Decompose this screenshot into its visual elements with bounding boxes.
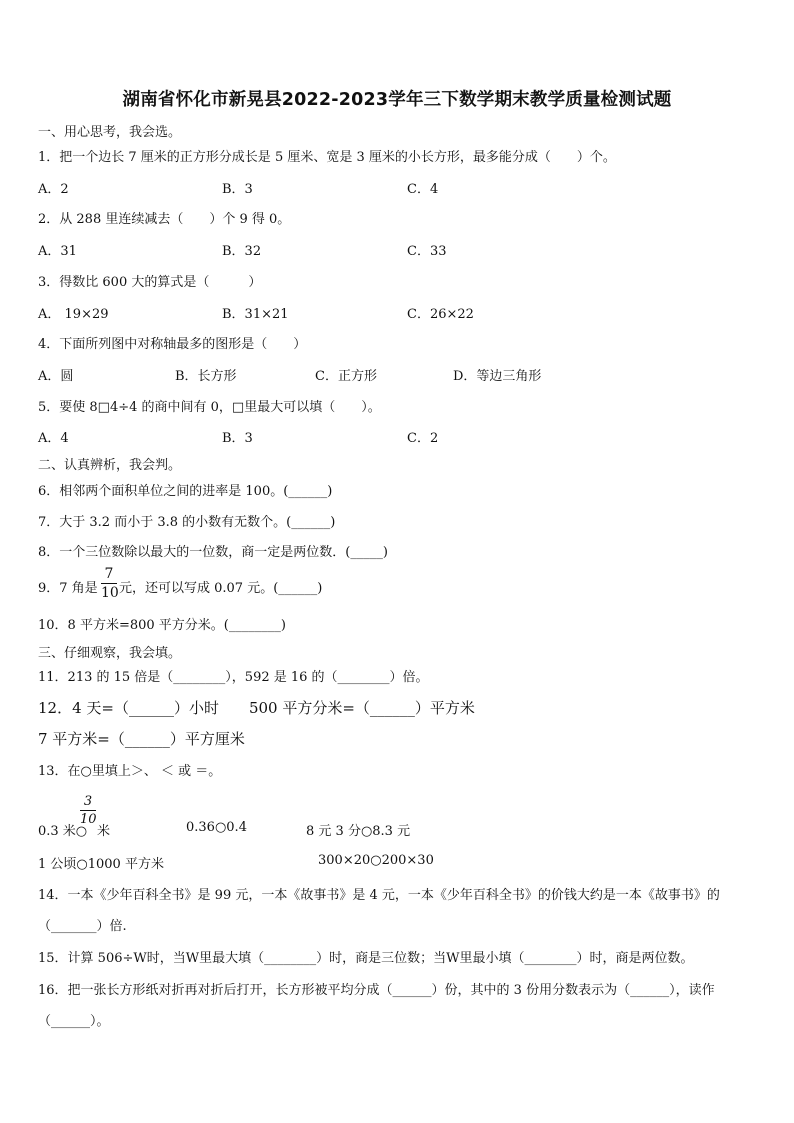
question-3: 3．得数比 600 大的算式是（ ） — [38, 275, 262, 290]
section-heading-2: 二、认真辨析，我会判。 — [38, 458, 182, 473]
q4-option-a: A．圆 — [38, 369, 74, 384]
q3-option-a: A． 19×29 — [38, 307, 109, 322]
question-4: 4．下面所列图中对称轴最多的图形是（ ） — [38, 337, 307, 352]
q13-fraction — [80, 795, 96, 826]
q9-fraction-bar — [101, 583, 117, 584]
question-16-line-2: （______）。 — [38, 1014, 110, 1029]
q13-compare-d: 1 公顷○1000 平方米 — [38, 857, 164, 872]
q1-option-b: B．3 — [222, 182, 253, 197]
q13-fraction-denominator: 10 — [80, 812, 97, 827]
question-9-suffix: 元，还可以写成 0.07 元。(______) — [119, 581, 323, 596]
question-16-line-1: 16．把一张长方形纸对折再对折后打开，长方形被平均分成（______）份，其中的 3 份用分数表示为（______），读作 — [38, 983, 715, 998]
q5-option-c: C．2 — [407, 431, 439, 446]
q2-option-b: B．32 — [222, 244, 262, 259]
q13-compare-b: 0.36○0.4 — [186, 820, 247, 835]
q13-fraction-numerator: 3 — [83, 794, 93, 809]
q9-fraction-numerator: 7 — [104, 566, 114, 582]
question-13: 13．在○里填上＞、 ＜ 或 ＝。 — [38, 764, 222, 779]
question-2: 2．从 288 里连续减去（ ）个 9 得 0。 — [38, 212, 291, 227]
question-8: 8．一个三位数除以最大的一位数，商一定是两位数．(_____) — [38, 545, 388, 560]
q3-option-b: B．31×21 — [222, 307, 289, 322]
q9-fraction-denominator: 10 — [101, 585, 119, 601]
question-6: 6．相邻两个面积单位之间的进率是 100。(______) — [38, 484, 333, 499]
question-7: 7．大于 3.2 而小于 3.8 的小数有无数个。(______) — [38, 515, 336, 530]
q1-option-a: A．2 — [38, 182, 69, 197]
question-12-line-2: 7 平方米=（______）平方厘米 — [38, 730, 245, 748]
q5-option-a: A．4 — [38, 431, 69, 446]
q2-option-c: C．33 — [407, 244, 447, 259]
section-heading-1: 一、用心思考，我会选。 — [38, 125, 182, 140]
q3-option-c: C．26×22 — [407, 307, 474, 322]
question-14-line-2: （_______）倍. — [38, 919, 127, 934]
section-heading-3: 三、仔细观察，我会填。 — [38, 646, 182, 661]
question-10: 10．8 平方米=800 平方分米。(________) — [38, 618, 286, 633]
q13-compare-a-left: 0.3 米○ — [38, 824, 88, 839]
question-14-line-1: 14．一本《少年百科全书》是 99 元，一本《故事书》是 4 元，一本《少年百科全书》的价钱大约是一本《故事书》的 — [38, 888, 720, 903]
question-15: 15．计算 506÷W时，当W里最大填（________）时，商是三位数；当W里最小填（________）时，商是两位数。 — [38, 951, 694, 966]
page-title: 湖南省怀化市新晃县2022-2023学年三下数学期末教学质量检测试题 — [122, 90, 672, 110]
q13-fraction-bar — [80, 810, 96, 811]
q4-option-d: D．等边三角形 — [453, 369, 542, 384]
question-5: 5．要使 8□4÷4 的商中间有 0，□里最大可以填（ ）。 — [38, 400, 381, 415]
q2-option-a: A．31 — [38, 244, 77, 259]
q4-option-c: C．正方形 — [315, 369, 377, 384]
q13-compare-c: 8 元 3 分○8.3 元 — [306, 824, 411, 839]
q4-option-b: B．长方形 — [175, 369, 237, 384]
question-11: 11．213 的 15 倍是（________），592 是 16 的（________）倍。 — [38, 670, 429, 685]
q9-fraction — [101, 567, 117, 600]
question-1: 1．把一个边长 7 厘米的正方形分成长是 5 厘米、宽是 3 厘米的小长方形，最多能分成（ ）个。 — [38, 150, 616, 165]
q1-option-c: C．4 — [407, 182, 439, 197]
q13-compare-e: 300×20○200×30 — [318, 853, 434, 868]
question-9-prefix: 9．7 角是 — [38, 581, 98, 596]
q13-compare-a-right: 米 — [97, 824, 111, 839]
q5-option-b: B．3 — [222, 431, 253, 446]
question-12-line-1: 12．4 天=（______）小时 500 平方分米=（______）平方米 — [38, 699, 475, 717]
